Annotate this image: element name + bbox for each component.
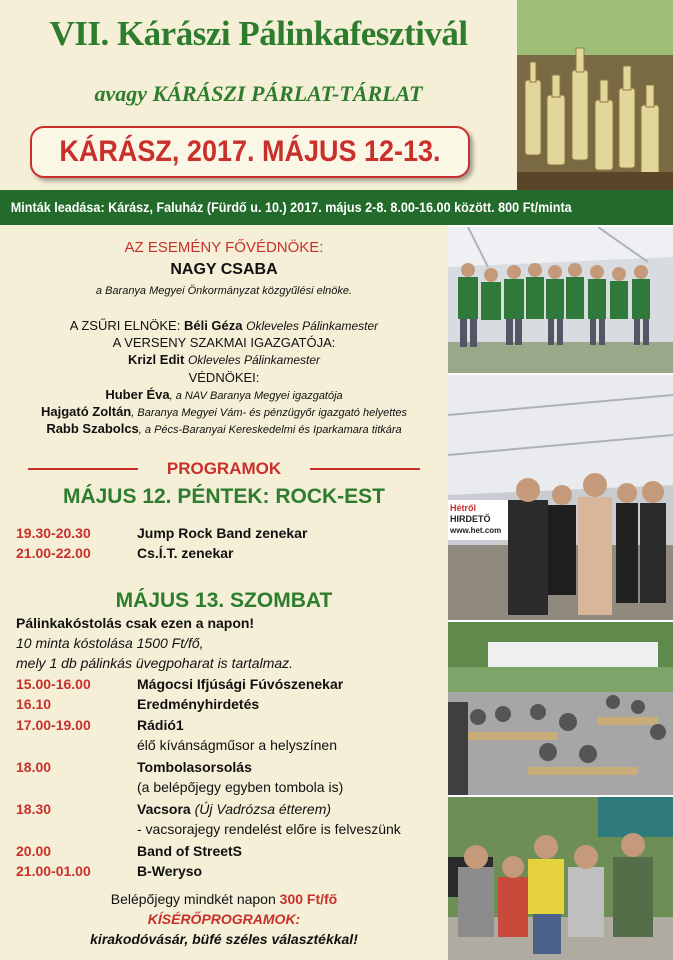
ticket-price: 300 Ft/fő xyxy=(279,891,338,907)
patron-role: a Baranya Megyei Önkormányzat közgyűlési elnöke. xyxy=(95,285,353,297)
schedule-desc-main: Vacsora xyxy=(137,801,191,817)
patron-entry-title: , Baranya Megyei Vám- és pénzügyőr igazgató helyettes xyxy=(131,407,408,419)
schedule-note-text: élő kívánságműsor a helyszínen xyxy=(137,737,337,753)
jury-title: Okleveles Pálinkamester xyxy=(246,319,379,333)
header xyxy=(0,0,517,190)
jury-label: A ZSŰRI ELNÖKE: xyxy=(69,318,181,333)
program-content xyxy=(0,225,448,960)
schedule-note-text: - vacsorajegy rendelést előre is felveszünk xyxy=(137,821,401,837)
schedule-time: 15.00-16.00 xyxy=(16,676,91,692)
schedule-desc: Rádió1 xyxy=(137,717,184,733)
director-title: Okleveles Pálinkamester xyxy=(187,353,321,367)
schedule-desc: Tombolasorsolás xyxy=(137,759,252,775)
team-photo xyxy=(448,225,673,373)
schedule-desc: Mágocsi Ifjúsági Fúvószenekar xyxy=(137,676,344,692)
schedule-desc: B-Weryso xyxy=(137,863,203,879)
patron-entry-name: Huber Éva xyxy=(105,387,170,402)
sample-submission-text: Minták leadása: Kárász, Faluház (Fürdő u. 10.) 2017. május 2-8. 8.00-16.00 között. 800 Ft/minta xyxy=(10,199,572,215)
sign-line: www.het.com xyxy=(450,526,502,535)
dancing-photo xyxy=(448,795,673,960)
patron-heading: AZ ESEMÉNY FŐVÉDNÖKE: xyxy=(124,239,324,256)
sign-line: Hétről xyxy=(450,503,477,513)
festival-date: KÁRÁSZ, 2017. MÁJUS 12-13. xyxy=(59,135,441,168)
patron-entry-name: Hajgató Zoltán xyxy=(40,404,132,419)
festival-title: VII. Kárászi Pálinkafesztivál xyxy=(49,14,468,53)
side-programs-heading: KÍSÉRŐPROGRAMOK: xyxy=(147,911,301,927)
patron-entry-name: Rabb Szabolcs xyxy=(46,421,139,436)
program-heading: PROGRAMOK xyxy=(166,459,282,478)
side-programs-desc: kirakodóvásár, büfé széles választékkal! xyxy=(90,931,358,947)
program-heading-row xyxy=(0,459,448,479)
sign-line: HIRDETŐ xyxy=(450,514,491,524)
day2-heading: MÁJUS 13. SZOMBAT xyxy=(115,589,333,612)
photo-column xyxy=(448,225,673,960)
tasting-glass: mely 1 db pálinkás üvegpoharat is tartalmaz. xyxy=(16,655,294,671)
award-photo xyxy=(448,373,673,620)
schedule-desc xyxy=(137,801,331,817)
date-box xyxy=(30,126,470,178)
divider-line-right xyxy=(310,468,420,470)
schedule-desc: Jump Rock Band zenekar xyxy=(137,525,308,541)
patron-entry xyxy=(0,421,448,436)
schedule-desc: Eredményhirdetés xyxy=(137,696,260,712)
schedule-time: 21.00-01.00 xyxy=(16,863,91,879)
sign-text xyxy=(450,503,516,536)
schedule-time: 16.10 xyxy=(16,696,52,712)
director-name: Krizl Edit xyxy=(127,352,185,367)
ticket-line xyxy=(0,891,448,907)
schedule-time: 21.00-22.00 xyxy=(16,545,91,561)
jury-name: Béli Géza xyxy=(183,318,243,333)
jury-line xyxy=(0,318,448,333)
sample-submission-banner xyxy=(0,190,673,225)
schedule-time: 20.00 xyxy=(16,843,52,859)
patron-entry xyxy=(0,387,448,402)
bottles-photo xyxy=(517,0,673,190)
dinner-photo xyxy=(448,620,673,795)
patron-entry xyxy=(0,404,448,419)
director-label: A VERSENY SZAKMAI IGAZGATÓJA: xyxy=(112,335,336,350)
festival-subtitle: avagy KÁRÁSZI PÁRLAT-TÁRLAT xyxy=(94,81,423,106)
patron-entry-title: , a NAV Baranya Megyei igazgatója xyxy=(169,390,343,402)
schedule-desc-note: (Új Vadrózsa étterem) xyxy=(194,801,332,817)
tasting-price: 10 minta kóstolása 1500 Ft/fő, xyxy=(16,635,204,651)
schedule-time: 18.30 xyxy=(16,801,52,817)
day1-heading: MÁJUS 12. PÉNTEK: ROCK-EST xyxy=(62,485,386,508)
schedule-time: 19.30-20.30 xyxy=(16,525,91,541)
ticket-text: Belépőjegy mindkét napon xyxy=(110,891,276,907)
patron-name: NAGY CSABA xyxy=(170,261,278,278)
schedule-desc: Band of StreetS xyxy=(137,843,243,859)
director-line xyxy=(0,352,448,367)
schedule-time: 17.00-19.00 xyxy=(16,717,91,733)
tasting-line: Pálinkakóstolás csak ezen a napon! xyxy=(16,615,255,631)
schedule-desc: Cs.Í.T. zenekar xyxy=(137,545,234,561)
patrons-label: VÉDNÖKEI: xyxy=(188,370,260,385)
schedule-time: 18.00 xyxy=(16,759,52,775)
patron-entry-title: , a Pécs-Baranyai Kereskedelmi és Iparkamara titkára xyxy=(138,424,402,436)
schedule-note-text: (a belépőjegy egyben tombola is) xyxy=(137,779,344,795)
